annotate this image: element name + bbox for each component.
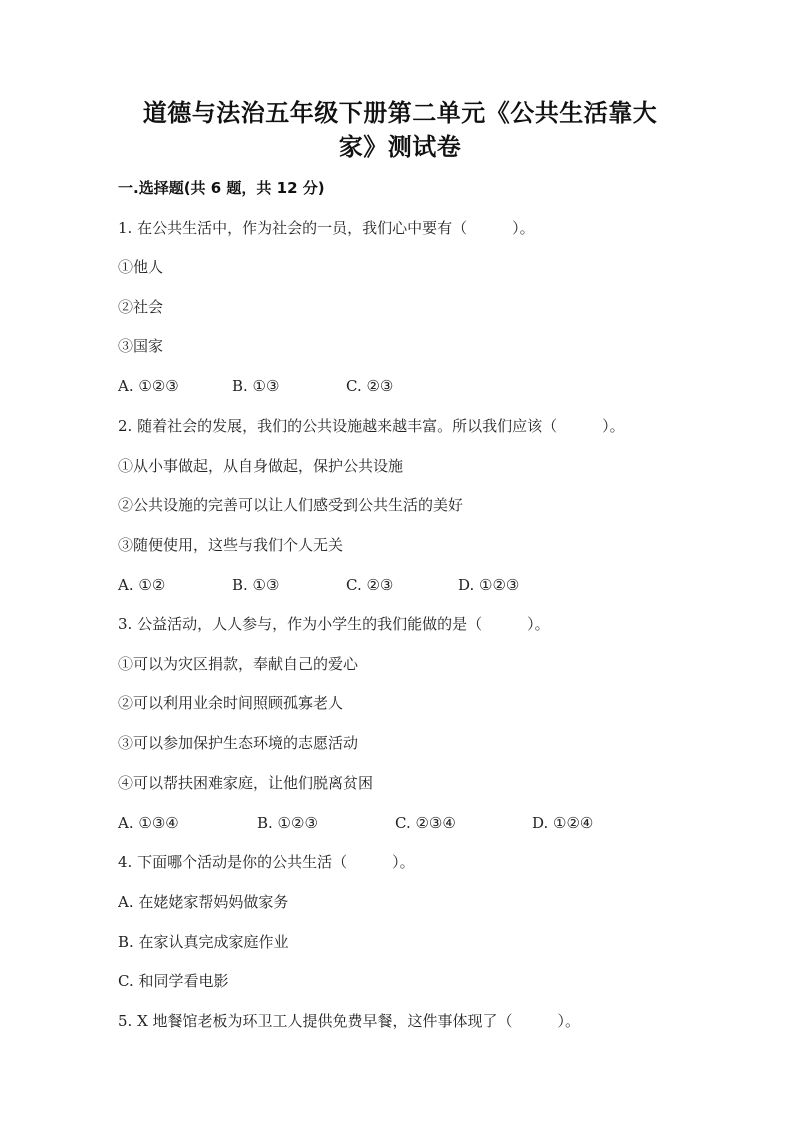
question-4-option-a[interactable]: A. 在姥姥家帮妈妈做家务 [118, 893, 289, 911]
question-2-item-1: ①从小事做起，从自身做起，保护公共设施 [118, 457, 404, 475]
question-1-item-1: ①他人 [118, 258, 164, 276]
page-title-line-2: 家》测试卷 [338, 133, 462, 161]
question-3-option-b[interactable]: B. ①②③ [257, 814, 318, 832]
question-3-item-2: ②可以利用业余时间照顾孤寡老人 [118, 694, 344, 712]
question-3-item-3: ③可以参加保护生态环境的志愿活动 [118, 734, 359, 752]
question-2-item-3: ③随便使用，这些与我们个人无关 [118, 536, 344, 554]
question-2-stem: 2. 随着社会的发展，我们的公共设施越来越丰富。所以我们应该（ ）。 [118, 417, 625, 435]
question-1-option-c[interactable]: C. ②③ [346, 377, 394, 395]
question-5-stem: 5. X 地餐馆老板为环卫工人提供免费早餐，这件事体现了（ ）。 [118, 1012, 581, 1030]
question-4-option-c[interactable]: C. 和同学看电影 [118, 972, 229, 990]
question-3-option-d[interactable]: D. ①②④ [532, 814, 594, 832]
question-1-option-b[interactable]: B. ①③ [232, 377, 280, 395]
question-3-item-1: ①可以为灾区捐款，奉献自己的爱心 [118, 655, 359, 673]
question-2-option-a[interactable]: A. ①② [118, 576, 166, 594]
question-3-option-a[interactable]: A. ①③④ [118, 814, 179, 832]
question-2-option-c[interactable]: C. ②③ [346, 576, 394, 594]
section-heading: 一.选择题(共 6 题，共 12 分) [118, 179, 325, 197]
question-1-stem: 1. 在公共生活中，作为社会的一员，我们心中要有（ ）。 [118, 219, 535, 237]
question-3-stem: 3. 公益活动，人人参与，作为小学生的我们能做的是（ ）。 [118, 615, 550, 633]
question-2-option-b[interactable]: B. ①③ [232, 576, 280, 594]
question-4-stem: 4. 下面哪个活动是你的公共生活（ ）。 [118, 853, 415, 871]
question-2-option-d[interactable]: D. ①②③ [458, 576, 520, 594]
question-3-item-4: ④可以帮扶困难家庭，让他们脱离贫困 [118, 774, 374, 792]
question-4-option-b[interactable]: B. 在家认真完成家庭作业 [118, 933, 289, 951]
question-1-option-a[interactable]: A. ①②③ [118, 377, 179, 395]
page-title-line-1: 道德与法治五年级下册第二单元《公共生活靠大 [142, 99, 658, 127]
question-3-option-c[interactable]: C. ②③④ [395, 814, 456, 832]
question-1-item-3: ③国家 [118, 337, 164, 355]
question-2-item-2: ②公共设施的完善可以让人们感受到公共生活的美好 [118, 496, 464, 514]
question-1-item-2: ②社会 [118, 298, 164, 316]
